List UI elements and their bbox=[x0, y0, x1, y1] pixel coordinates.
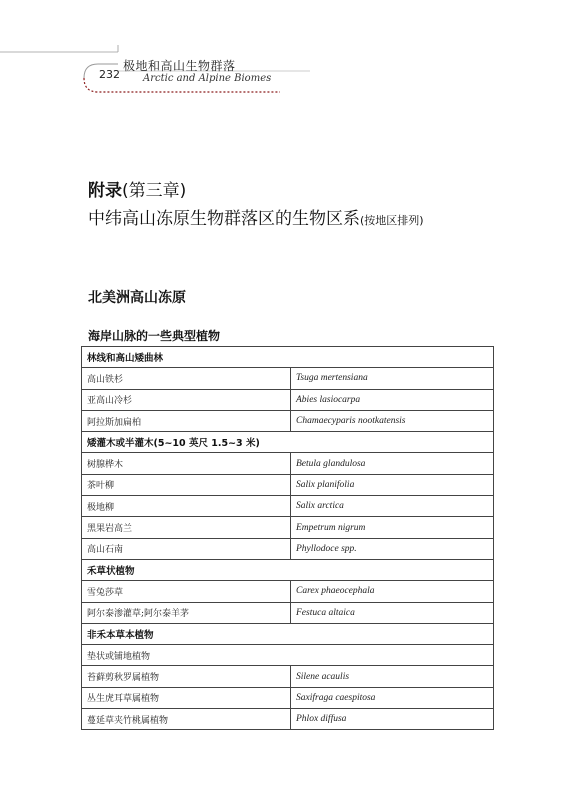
appendix-subtitle-note: (按地区排列) bbox=[360, 214, 424, 227]
table-row bbox=[82, 389, 494, 410]
scientific-name-cell: Festuca altaica bbox=[291, 602, 494, 623]
table-row bbox=[82, 474, 494, 495]
running-subtitle: Arctic and Alpine Biomes bbox=[143, 73, 272, 84]
category-label: 禾草状植物 bbox=[82, 559, 494, 580]
scientific-name-cell: Salix planifolia bbox=[291, 474, 494, 495]
category-row bbox=[82, 623, 494, 644]
appendix-label: 附录 bbox=[88, 181, 122, 201]
subcategory-label: 垫状或铺地植物 bbox=[82, 645, 494, 666]
table-row bbox=[82, 368, 494, 389]
scientific-name-cell: Salix arctica bbox=[291, 496, 494, 517]
table-row bbox=[82, 709, 494, 730]
scientific-name-cell: Saxifraga caespitosa bbox=[291, 687, 494, 708]
table-row bbox=[82, 687, 494, 708]
table-row bbox=[82, 496, 494, 517]
scientific-name-cell: Abies lasiocarpa bbox=[291, 389, 494, 410]
category-row bbox=[82, 559, 494, 580]
scientific-name-cell: Tsuga mertensiana bbox=[291, 368, 494, 389]
scientific-name-cell: Empetrum nigrum bbox=[291, 517, 494, 538]
scientific-name-cell: Silene acaulis bbox=[291, 666, 494, 687]
category-label: 林线和高山矮曲林 bbox=[82, 347, 494, 368]
chinese-name-cell: 高山石南 bbox=[82, 538, 291, 559]
table-row bbox=[82, 602, 494, 623]
plant-table bbox=[81, 346, 494, 730]
chinese-name-cell: 雪兔莎草 bbox=[82, 581, 291, 602]
page-number: 232 bbox=[99, 68, 120, 81]
chinese-name-cell: 亚高山冷杉 bbox=[82, 389, 291, 410]
table-row bbox=[82, 581, 494, 602]
scientific-name-cell: Carex phaeocephala bbox=[291, 581, 494, 602]
chinese-name-cell: 高山铁杉 bbox=[82, 368, 291, 389]
subcategory-row bbox=[82, 645, 494, 666]
category-label: 非禾本草本植物 bbox=[82, 623, 494, 644]
chinese-name-cell: 极地柳 bbox=[82, 496, 291, 517]
appendix-chapter: (第三章) bbox=[122, 181, 187, 201]
page-header bbox=[0, 0, 570, 110]
chinese-name-cell: 黑果岩高兰 bbox=[82, 517, 291, 538]
chinese-name-cell: 茶叶柳 bbox=[82, 474, 291, 495]
chinese-name-cell: 阿拉斯加扁柏 bbox=[82, 410, 291, 431]
appendix-subtitle-text: 中纬高山冻原生物群落区的生物区系 bbox=[88, 209, 360, 229]
running-title: 极地和高山生物群落 bbox=[123, 59, 236, 73]
table-row bbox=[82, 410, 494, 431]
scientific-name-cell: Phlox diffusa bbox=[291, 709, 494, 730]
table-caption: 海岸山脉的一些典型植物 bbox=[88, 329, 221, 343]
table-row bbox=[82, 666, 494, 687]
section-title: 北美洲高山冻原 bbox=[88, 290, 186, 306]
scientific-name-cell: Phyllodoce spp. bbox=[291, 538, 494, 559]
table-row bbox=[82, 453, 494, 474]
appendix-title bbox=[88, 176, 186, 201]
category-row bbox=[82, 432, 494, 453]
table-row bbox=[82, 538, 494, 559]
table-row bbox=[82, 517, 494, 538]
scientific-name-cell: Chamaecyparis nootkatensis bbox=[291, 410, 494, 431]
appendix-subtitle bbox=[88, 204, 424, 229]
chinese-name-cell: 阿尔泰渗灌草;阿尔泰羊茅 bbox=[82, 602, 291, 623]
plant-table-body bbox=[82, 347, 494, 730]
chinese-name-cell: 树腺桦木 bbox=[82, 453, 291, 474]
header-ornament bbox=[0, 0, 570, 110]
chinese-name-cell: 丛生虎耳草属植物 bbox=[82, 687, 291, 708]
chinese-name-cell: 蔓延草夹竹桃属植物 bbox=[82, 709, 291, 730]
scientific-name-cell: Betula glandulosa bbox=[291, 453, 494, 474]
chinese-name-cell: 苔藓剪秋罗属植物 bbox=[82, 666, 291, 687]
category-row bbox=[82, 347, 494, 368]
category-label: 矮灌木或半灌木(5~10 英尺 1.5~3 米) bbox=[82, 432, 494, 453]
